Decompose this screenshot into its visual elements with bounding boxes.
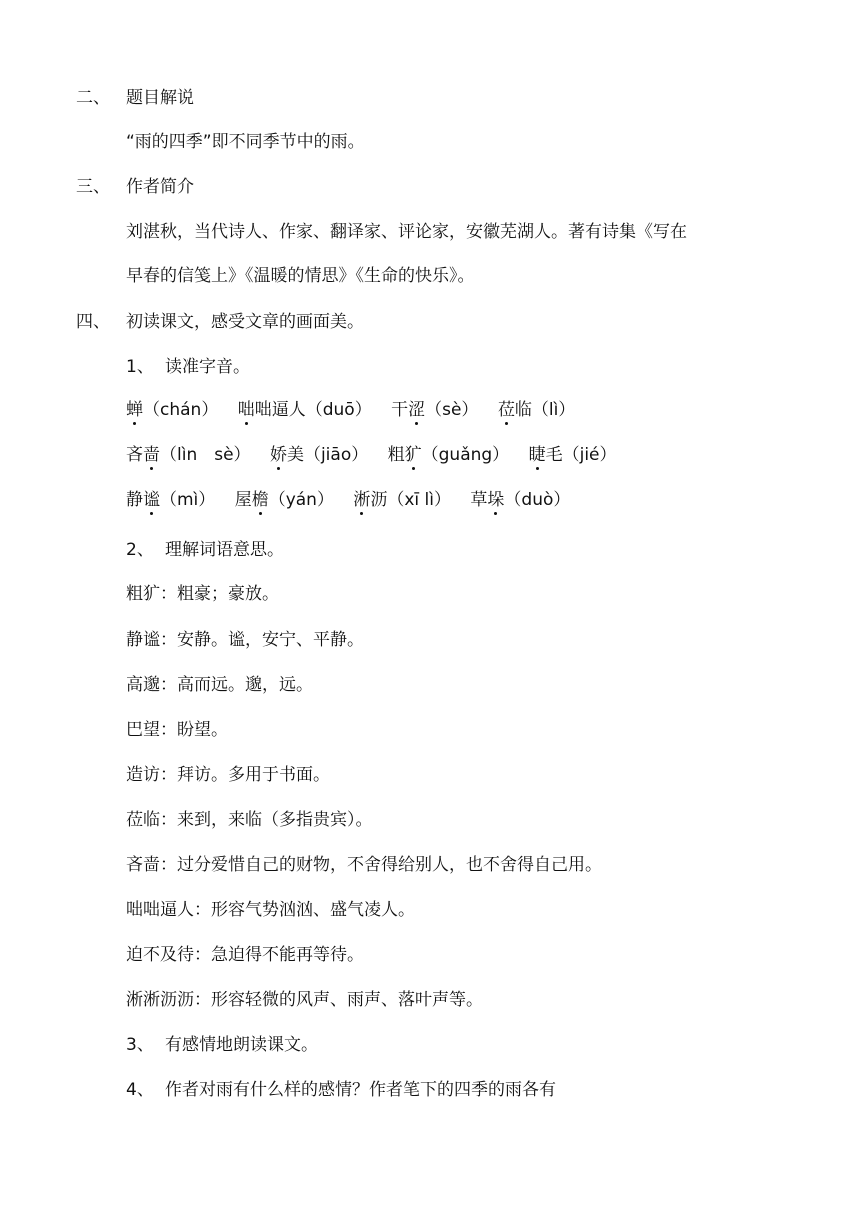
step-title: 读准字音。 xyxy=(165,357,250,377)
pinyin-word: 娇美（jiāo） xyxy=(269,445,369,465)
pinyin-word: 干涩（sè） xyxy=(391,400,479,420)
definition-item: 莅临：来到，来临（多指贵宾）。 xyxy=(126,810,373,830)
step-title: 理解词语意思。 xyxy=(165,540,284,560)
pinyin-word: 粗犷（guǎng） xyxy=(387,445,510,465)
pinyin-word: 蝉（chán） xyxy=(126,400,219,420)
definition-item: 咄咄逼人：形容气势汹汹、盛气凌人。 xyxy=(126,900,415,920)
step-title: 作者对雨有什么样的感情？作者笔下的四季的雨各有 xyxy=(165,1080,556,1100)
definition-item: 高邈：高而远。邈，远。 xyxy=(126,675,313,695)
pinyin-word: 咄咄逼人（duō） xyxy=(237,400,372,420)
pinyin-word: 莅临（lì） xyxy=(497,400,576,420)
step-number: 1、 xyxy=(126,357,154,377)
definition-item: 静谧：安静。谧，安宁、平静。 xyxy=(126,630,364,650)
section-title: 作者简介 xyxy=(126,177,194,197)
pinyin-row-3 xyxy=(126,488,584,512)
pinyin-row-2 xyxy=(126,443,631,467)
section-title: 题目解说 xyxy=(126,88,194,108)
definition-item: 粗犷：粗豪；豪放。 xyxy=(126,584,279,604)
section-number: 四、 xyxy=(76,312,110,332)
section-3-body-line-2: 早春的信笺上》《温暖的情思》《生命的快乐》。 xyxy=(126,266,475,286)
definition-item: 吝啬：过分爱惜自己的财物，不舍得给别人，也不舍得自己用。 xyxy=(126,855,602,875)
definition-item: 迫不及待：急迫得不能再等待。 xyxy=(126,945,364,965)
pinyin-word: 草垛（duò） xyxy=(470,490,571,510)
section-3-body-line-1: 刘湛秋，当代诗人、作家、翻译家、评论家，安徽芜湖人。著有诗集《写在 xyxy=(126,222,687,242)
section-2-body: “雨的四季”即不同季节中的雨。 xyxy=(126,132,365,152)
pinyin-row-1 xyxy=(126,398,589,422)
step-number: 4、 xyxy=(126,1080,154,1100)
step-number: 2、 xyxy=(126,540,154,560)
definition-item: 造访：拜访。多用于书面。 xyxy=(126,765,330,785)
pinyin-word: 屋檐（yán） xyxy=(234,490,334,510)
pinyin-word: 静谧（mì） xyxy=(126,490,216,510)
step-title: 有感情地朗读课文。 xyxy=(165,1035,318,1055)
pinyin-word: 淅沥（xī lì） xyxy=(353,490,452,510)
step-number: 3、 xyxy=(126,1035,154,1055)
section-number: 三、 xyxy=(76,177,110,197)
definition-item: 淅淅沥沥：形容轻微的风声、雨声、落叶声等。 xyxy=(126,990,483,1010)
section-title: 初读课文，感受文章的画面美。 xyxy=(126,312,364,332)
section-number: 二、 xyxy=(76,88,110,108)
definition-item: 巴望：盼望。 xyxy=(126,720,228,740)
pinyin-word: 睫毛（jié） xyxy=(528,445,617,465)
pinyin-word: 吝啬（lìn sè） xyxy=(126,445,251,465)
